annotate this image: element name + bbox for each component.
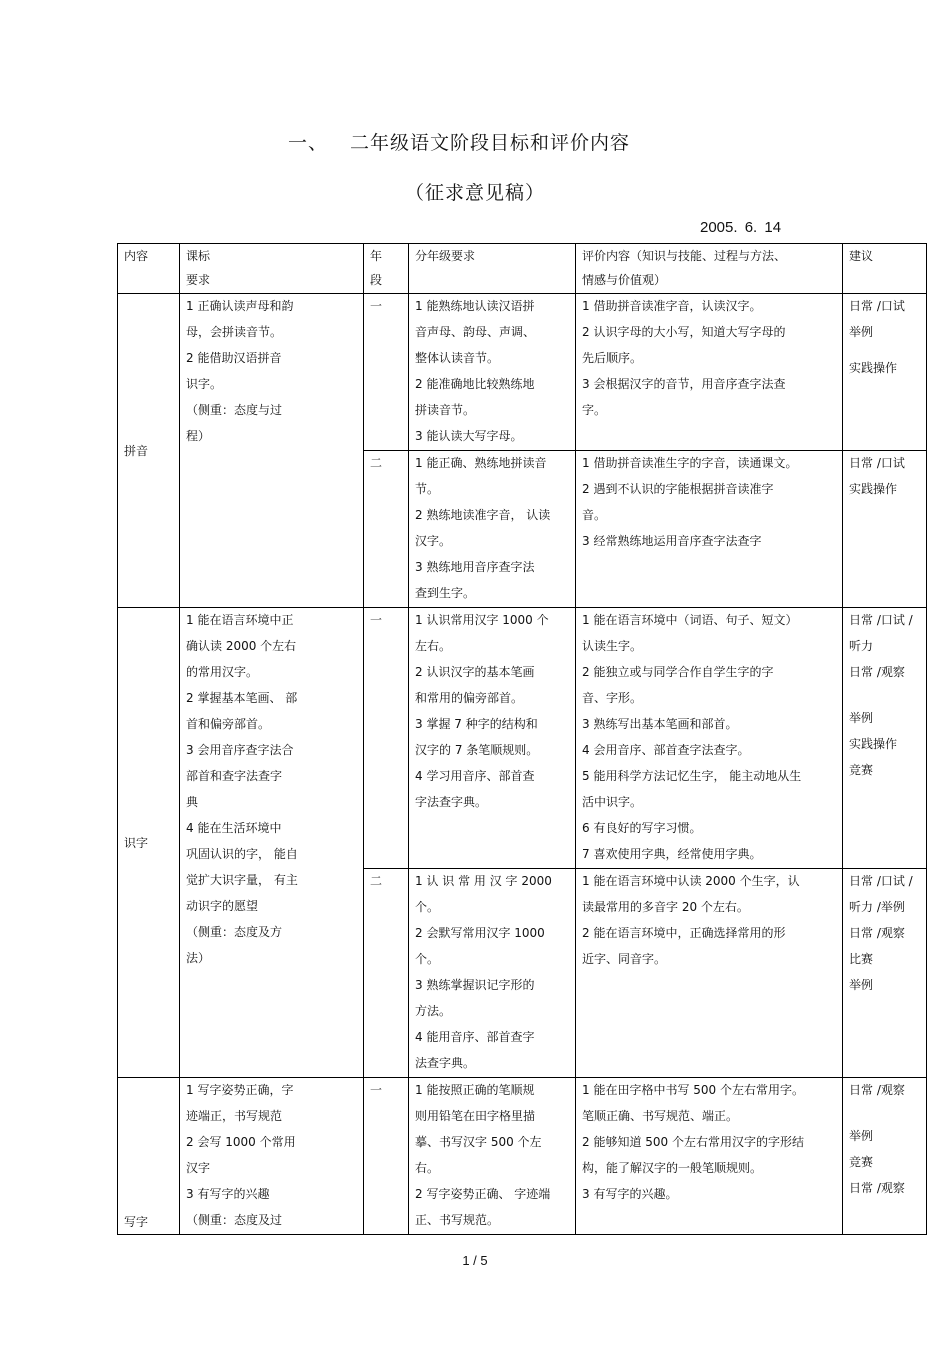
suggestion-cell: 日常 /口试 举例 实践操作 (843, 294, 927, 451)
header-content: 内容 (118, 244, 180, 294)
standard-cell: 1 写字姿势正确，字 迹端正，书写规范 2 会写 1000 个常用 汉字 3 有写字的兴趣 （侧重：态度及过 (180, 1078, 364, 1235)
stage-cell: 一 (364, 1078, 409, 1235)
goals-table (117, 243, 927, 1235)
table-row (118, 294, 927, 451)
stage-cell: 一 (364, 608, 409, 869)
category-shizi: 识字 (118, 608, 180, 1078)
header-eval: 评价内容（知识与技能、过程与方法、 情感与价值观） (576, 244, 843, 294)
header-row (118, 244, 927, 294)
header-standard: 课标 要求 (180, 244, 364, 294)
evaluation-cell: 1 能在田字格中书写 500 个左右常用字。 笔顺正确、书写规范、端正。 2 能够知道 500 个左右常用汉字的字形结 构，能了解汉字的一般笔顺规则。 3 有写字的兴趣。 (576, 1078, 843, 1235)
requirement-cell: 1 能按照正确的笔顺规 则用铅笔在田字格里描 摹、书写汉字 500 个左 右。 2 写字姿势正确、 字迹端 正、书写规范。 (409, 1078, 576, 1235)
requirement-cell: 1 能熟练地认读汉语拼 音声母、韵母、声调、 整体认读音节。 2 能准确地比较熟练地 拼读音节。 3 能认读大写字母。 (409, 294, 576, 451)
category-xiezi: 写字 (118, 1078, 180, 1235)
standard-cell: 1 能在语言环境中正 确认读 2000 个左右 的常用汉字。 2 掌握基本笔画、 部 首和偏旁部首。 3 会用音序查字法合 部首和查字法查字 典 4 能在生活环境中 巩固认识的字， 能自 觉扩大识字量， 有主 动识字的愿望 （侧重：态度及方 法） (180, 608, 364, 1078)
page-subtitle: （征求意见稿） (405, 182, 546, 204)
requirement-cell: 1 认识常用汉字 1000 个 左右。 2 认识汉字的基本笔画 和常用的偏旁部首。 3 掌握 7 种字的结构和 汉字的 7 条笔顺规则。 4 学习用音序、部首查 字法查字典。 (409, 608, 576, 869)
document-date: 2005. 6. 14 (700, 219, 782, 236)
category-pinyin: 拼音 (118, 294, 180, 608)
title-number: 一、 (288, 132, 329, 154)
suggestion-cell: 日常 /口试 实践操作 (843, 451, 927, 608)
table-row (118, 608, 927, 869)
stage-cell: 一 (364, 294, 409, 451)
stage-cell: 二 (364, 451, 409, 608)
header-grade-req: 分年级要求 (409, 244, 576, 294)
evaluation-cell: 1 借助拼音读准生字的字音，读通课文。 2 遇到不认识的字能根据拼音读准字 音。 3 经常熟练地运用音序查字法查字 (576, 451, 843, 608)
title-text: 二年级语文阶段目标和评价内容 (350, 132, 631, 154)
evaluation-cell: 1 能在语言环境中认读 2000 个生字，认 读最常用的多音字 20 个左右。 2 能在语言环境中，正确选择常用的形 近字、同音字。 (576, 869, 843, 1078)
standard-cell: 1 正确认读声母和韵 母，会拼读音节。 2 能借助汉语拼音 识字。 （侧重：态度与过 程） (180, 294, 364, 608)
evaluation-cell: 1 借助拼音读准字音，认读汉字。 2 认识字母的大小写，知道大写字母的 先后顺序。 3 会根据汉字的音节，用音序查字法查 字。 (576, 294, 843, 451)
page-title (288, 128, 630, 155)
header-suggest: 建议 (843, 244, 927, 294)
page-number: 1 / 5 (462, 1253, 488, 1268)
suggestion-cell: 日常 /观察 举例 竞赛 日常 /观察 (843, 1078, 927, 1235)
requirement-cell: 1 能正确、熟练地拼读音 节。 2 熟练地读准字音， 认读 汉字。 3 熟练地用音序查字法 查到生字。 (409, 451, 576, 608)
stage-cell: 二 (364, 869, 409, 1078)
suggestion-cell: 日常 /口试 / 听力 /举例 日常 /观察 比赛 举例 (843, 869, 927, 1078)
evaluation-cell: 1 能在语言环境中（词语、句子、短文） 认读生字。 2 能独立或与同学合作自学生字的字 音、字形。 3 熟练写出基本笔画和部首。 4 会用音序、部首查字法查字。 5 能用科学方法记忆生字， 能主动地从生 活中识字。 6 有良好的写字习惯。 7 喜欢使用字典，经常使用字典。 (576, 608, 843, 869)
suggestion-cell: 日常 /口试 / 听力 日常 /观察 举例 实践操作 竞赛 (843, 608, 927, 869)
table-container (117, 243, 913, 1229)
table-row (118, 1078, 927, 1235)
requirement-cell: 1 认 识 常 用 汉 字 2000 个。 2 会默写常用汉字 1000 个。 3 熟练掌握识记字形的 方法。 4 能用音序、部首查字 法查字典。 (409, 869, 576, 1078)
header-stage: 年 段 (364, 244, 409, 294)
